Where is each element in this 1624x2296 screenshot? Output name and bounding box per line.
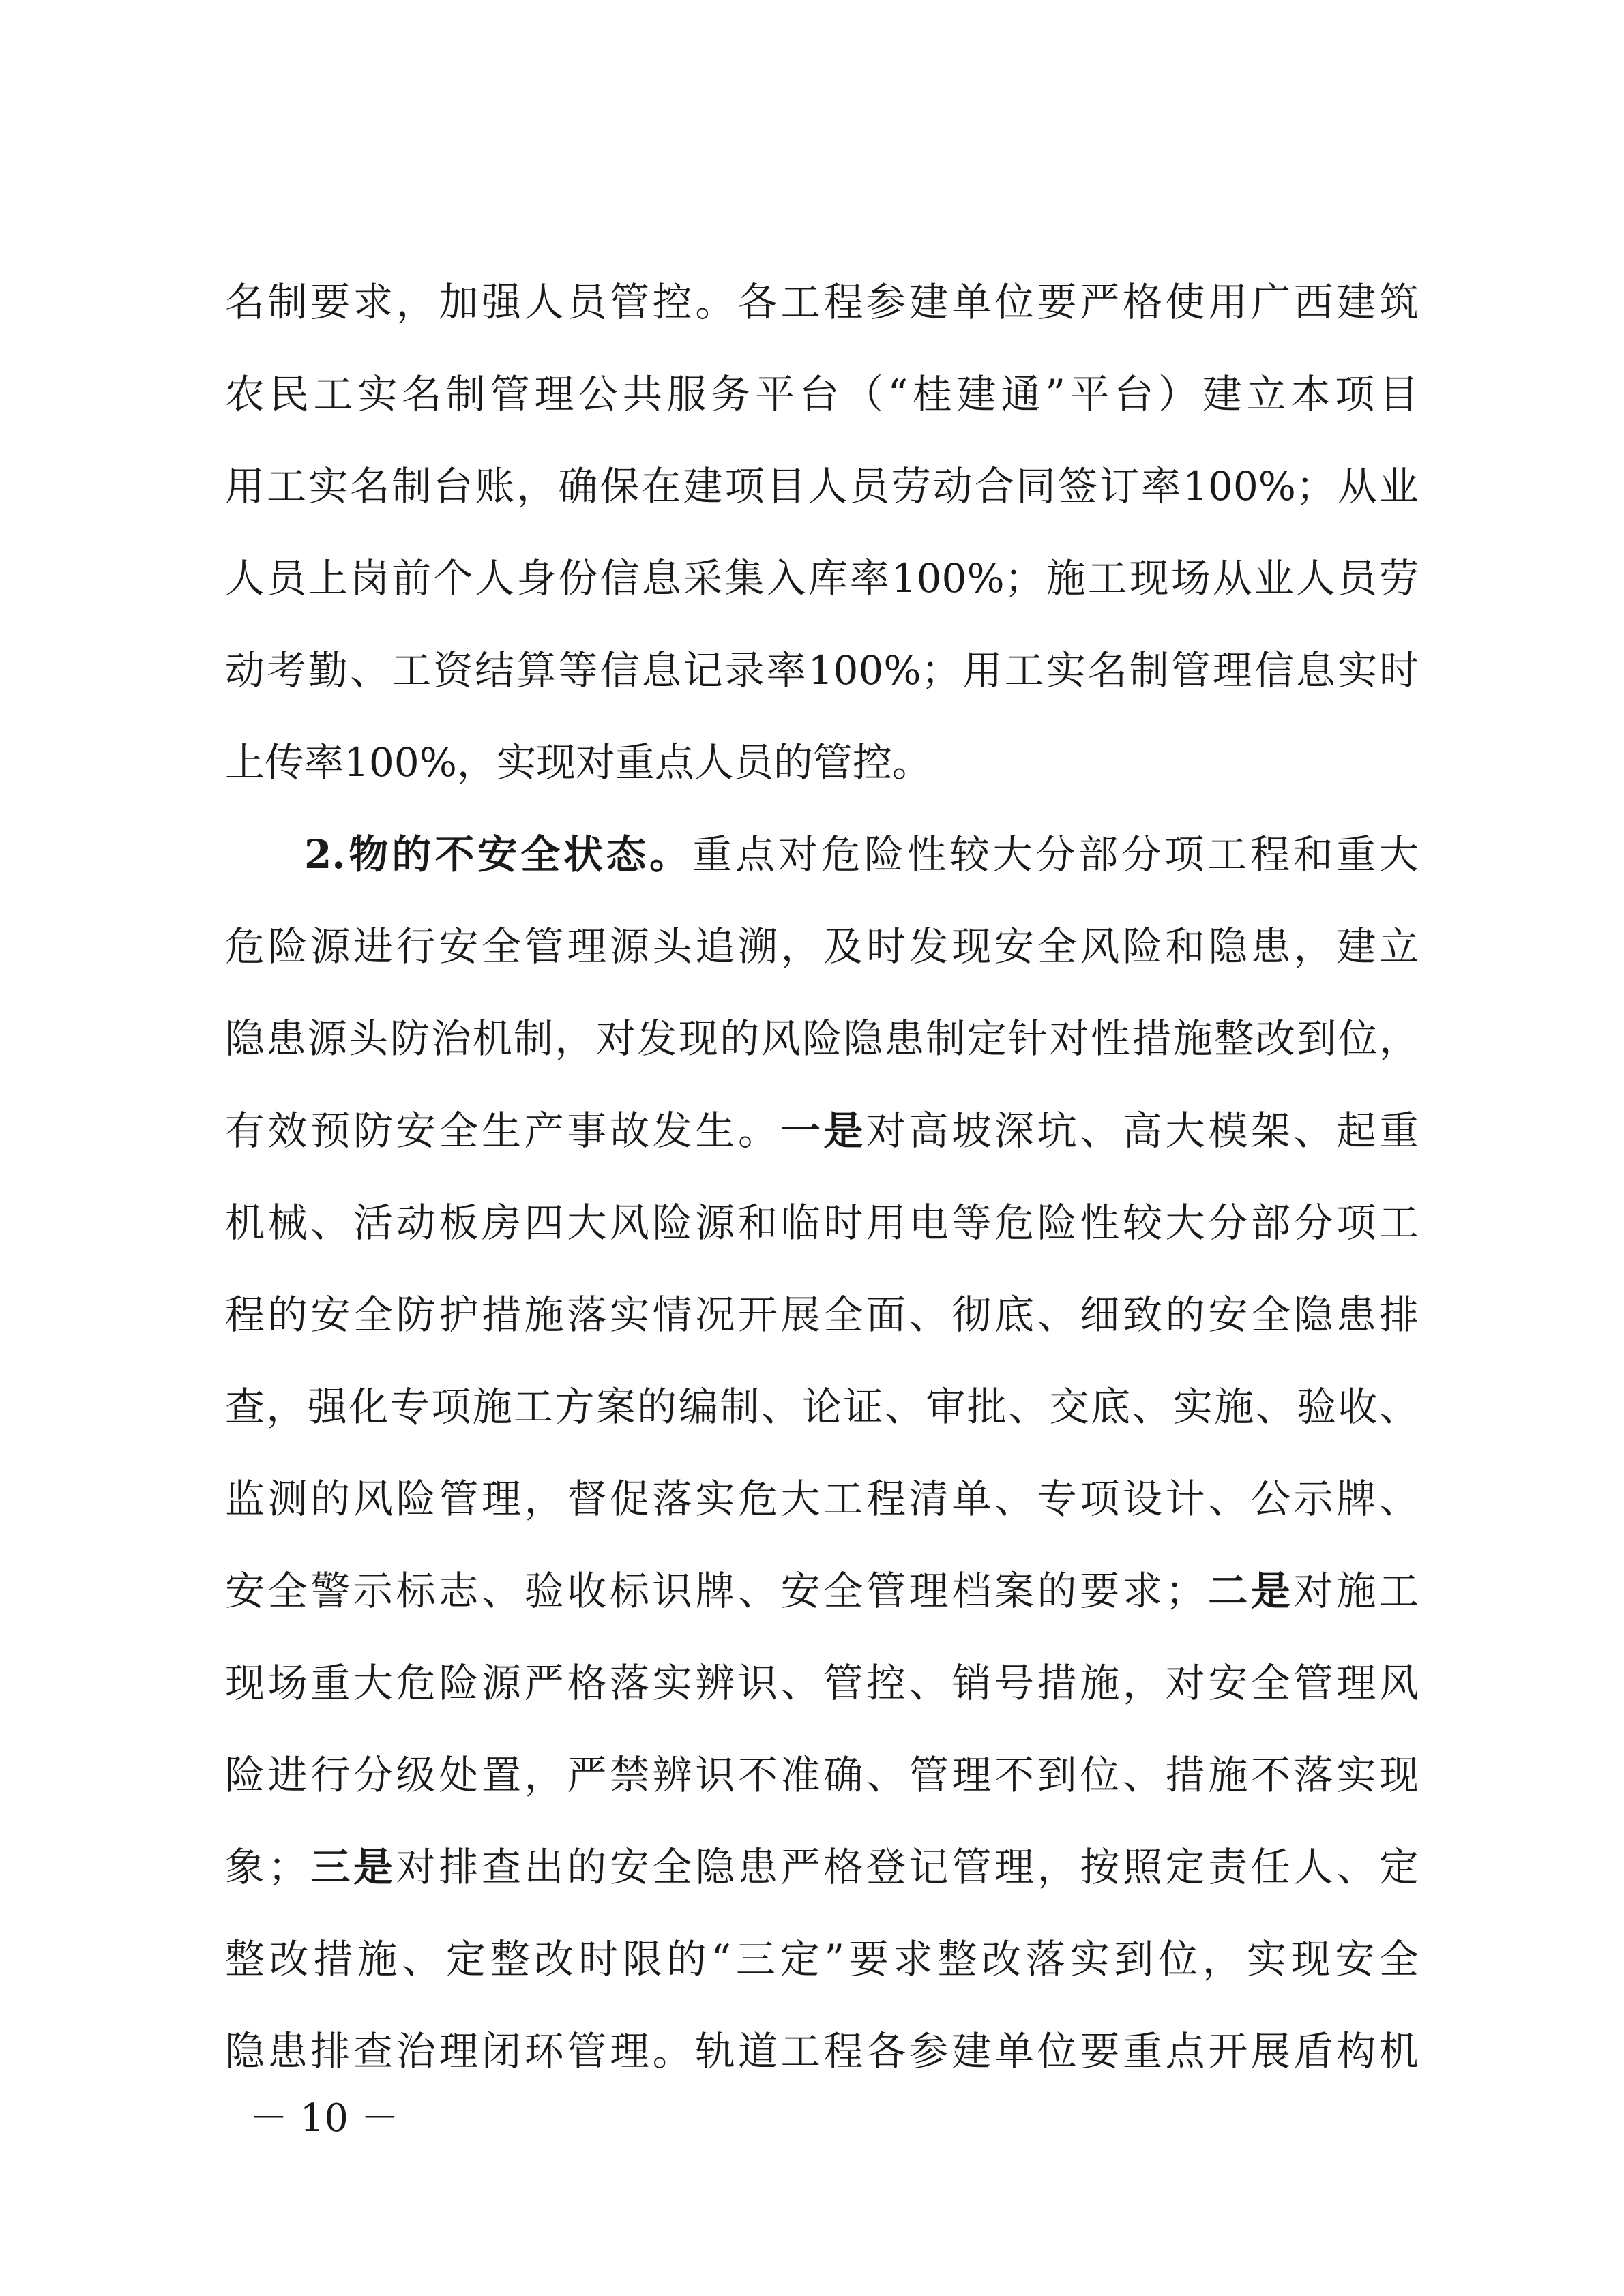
paragraph-line: 危险源进行安全管理源头追溯，及时发现安全风险和隐患，建立 — [225, 923, 1419, 970]
line-text: 有效预防安全生产事故发生。 — [225, 1107, 781, 1154]
paragraph-line: 上传率100%，实现对重点人员的管控。 — [225, 739, 932, 786]
paragraph-line: 动考勤、工资结算等信息记录率100%；用工实名制管理信息实时 — [225, 647, 1419, 694]
paragraph-line: 整改措施、定整改时限的“三定”要求整改落实到位，实现安全 — [225, 1936, 1419, 1982]
emphasis-marker: 二是 — [1205, 1568, 1294, 1614]
emphasis-marker: 三是 — [307, 1844, 396, 1890]
emphasis-marker: 一是 — [780, 1107, 866, 1154]
line-text: 对排查出的安全隐患严格登记管理，按照定责任人、定 — [396, 1844, 1419, 1890]
paragraph-line — [225, 1545, 1419, 1637]
paragraph-line: 人员上岗前个人身份信息采集入库率100%；施工现场从业人员劳 — [225, 555, 1419, 601]
paragraph-2 — [225, 809, 1419, 2098]
line-text: 象； — [225, 1844, 308, 1890]
paragraph-line: 名制要求，加强人员管控。各工程参建单位要严格使用广西建筑 — [225, 279, 1419, 325]
line-text: 对高坡深坑、高大模架、起重 — [866, 1107, 1419, 1154]
page-number: － 10 － — [250, 2096, 399, 2141]
paragraph-line — [225, 809, 1419, 901]
paragraph-line: 查，强化专项施工方案的编制、论证、审批、交底、实施、验收、 — [225, 1384, 1419, 1430]
paragraph-line: 险进行分级处置，严禁辨识不准确、管理不到位、措施不落实现 — [225, 1752, 1419, 1798]
line-text: 重点对危险性较大分部分项工程和重大 — [692, 831, 1419, 878]
section-heading: 2.物的不安全状态。 — [304, 831, 692, 878]
paragraph-line: 机械、活动板房四大风险源和临时用电等危险性较大分部分项工 — [225, 1199, 1419, 1246]
line-text: 对施工 — [1293, 1568, 1419, 1614]
paragraph-line — [225, 1821, 1419, 1913]
paragraph-line: 农民工实名制管理公共服务平台（“桂建通”平台）建立本项目 — [225, 371, 1419, 417]
paragraph-line: 隐患排查治理闭环管理。轨道工程各参建单位要重点开展盾构机 — [225, 2028, 1419, 2074]
document-body — [225, 256, 1419, 2098]
paragraph-line — [225, 1085, 1419, 1177]
paragraph-1 — [225, 256, 1419, 809]
paragraph-line: 用工实名制台账，确保在建项目人员劳动合同签订率100%；从业 — [225, 463, 1419, 509]
paragraph-line: 隐患源头防治机制，对发现的风险隐患制定针对性措施整改到位， — [225, 1015, 1419, 1062]
paragraph-line: 程的安全防护措施落实情况开展全面、彻底、细致的安全隐患排 — [225, 1292, 1419, 1338]
paragraph-line: 监测的风险管理，督促落实危大工程清单、专项设计、公示牌、 — [225, 1476, 1419, 1522]
paragraph-line: 现场重大危险源严格落实辨识、管控、销号措施，对安全管理风 — [225, 1660, 1419, 1706]
line-text: 安全警示标志、验收标识牌、安全管理档案的要求； — [225, 1568, 1205, 1614]
